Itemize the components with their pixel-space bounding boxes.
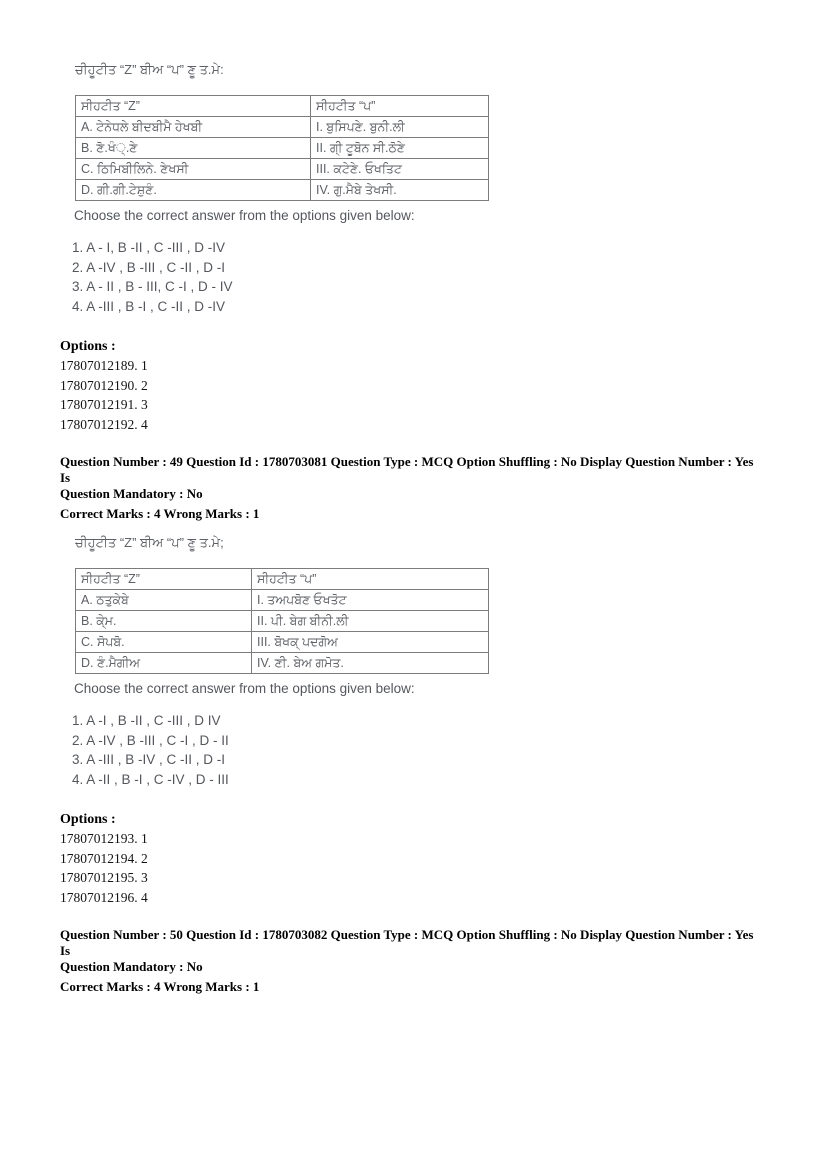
table-row — [76, 159, 489, 180]
row-b-right: II. ਗੀ੍ ਟੂਬੋਨ ਸੀ.ਠੋਣੇ — [311, 138, 489, 159]
answer-option-3: 3. A - II , B - III, C -I , D - IV — [72, 279, 233, 294]
options-label: Options : — [60, 339, 116, 354]
list-p-header: ਸੀਹਟੀਤ “ਪ” — [252, 569, 489, 590]
option-id-1: 17807012189. 1 — [60, 358, 148, 373]
answer-option-1: 1. A -I , B -II , C -III , D IV — [72, 713, 221, 728]
question-49-intro-text: ਚੀਹੂਟੀਤ “Z” ਬੀਅ “ਪ” ਣੂ ਤ.ਮੇ; — [75, 535, 224, 550]
question-48-options-block — [60, 338, 826, 434]
meta-line-2: Question Mandatory : No — [60, 486, 203, 501]
row-a-left: A. ਟੇਨੇਧਲੇ ਬੀਦਬੀਮੈ ਹੇਖਬੀ — [76, 117, 311, 138]
row-a-right: I. ਤਅਪਬੋਣ ਓਖਤੋਟ — [252, 590, 489, 611]
meta-line-1: Question Number : 49 Question Id : 1780703081 Question Type : MCQ Option Shuffling : No Display Question Number : Yes Is — [60, 454, 754, 485]
question-49-match-table — [75, 568, 489, 674]
question-49-choose-line: Choose the correct answer from the options given below: — [74, 681, 415, 696]
question-48-intro-text: ਚੀਹੂਟੀਤ “Z” ਬੀਅ “ਪ” ਣੂ ਤ.ਮੇ: — [75, 62, 224, 77]
table-row — [76, 653, 489, 674]
question-49-meta-header — [60, 454, 760, 502]
options-label: Options : — [60, 812, 116, 827]
meta-line-2: Question Mandatory : No — [60, 959, 203, 974]
question-49-marks: Correct Marks : 4 Wrong Marks : 1 — [60, 506, 260, 521]
answer-option-2: 2. A -IV , B -III , C -I , D - II — [72, 732, 229, 748]
question-50-metadata — [60, 927, 760, 995]
row-a-right: I. ਬੁਸਿਪਣੇ. ਬੁਨੀ.ਲੀ — [311, 117, 489, 138]
answer-option-2: 2. A -IV , B -III , C -II , D -I — [72, 259, 226, 275]
option-id-3: 17807012195. 3 — [60, 870, 148, 885]
row-d-right: IV. ਗੁ.ਮੈਬੇ ਤੇਖਸੀ. — [311, 180, 489, 201]
meta-line-1: Question Number : 50 Question Id : 1780703082 Question Type : MCQ Option Shuffling : No Display Question Number : Yes Is — [60, 927, 754, 958]
option-id-4: 17807012196. 4 — [60, 889, 148, 905]
row-d-left: D. ਗੀ.ਗੀ.ਟੇਸ਼ੁਣੰ. — [76, 180, 311, 201]
list-z-header: ਸੀਹਟੀਤ “Z” — [76, 569, 252, 590]
row-d-left: D. ਣੰ.ਮੈਗੀਅ — [76, 653, 252, 674]
table-row — [76, 611, 489, 632]
row-d-right: IV. ਣੀ. ਬੇਅ ਗਮੋਤ. — [252, 653, 489, 674]
table-header-row — [76, 569, 489, 590]
table-row — [76, 590, 489, 611]
option-id-2: 17807012190. 2 — [60, 377, 148, 393]
question-50-marks: Correct Marks : 4 Wrong Marks : 1 — [60, 979, 260, 994]
option-id-2: 17807012194. 2 — [60, 850, 148, 866]
row-c-right: III. ਕਟੇਣੇ. ਓਖਤਿਟ — [311, 159, 489, 180]
table-row — [76, 117, 489, 138]
option-id-3: 17807012191. 3 — [60, 397, 148, 412]
row-c-right: III. ਬੋਖਕ੍ ਪਦਗੋਅ — [252, 632, 489, 653]
answer-option-4: 4. A -III , B -I , C -II , D -IV — [72, 298, 226, 314]
table-row — [76, 180, 489, 201]
row-b-right: II. ਪੀ. ਬੇਗ ਬੀਨੀ.ਲੀ — [252, 611, 489, 632]
table-row — [76, 138, 489, 159]
answer-option-3: 3. A -III , B -IV , C -II , D -I — [72, 752, 226, 767]
table-header-row — [76, 96, 489, 117]
answer-option-1: 1. A - I, B -II , C -III , D -IV — [72, 240, 226, 255]
question-48-answers — [72, 238, 826, 316]
row-c-left: C. ਠਿਮਿਬੀਲਿਨੇ. ਣੇਖਸੀ — [76, 159, 311, 180]
question-49-metadata — [60, 454, 760, 522]
option-id-4: 17807012192. 4 — [60, 416, 148, 432]
question-49-answers — [72, 711, 826, 789]
option-id-1: 17807012193. 1 — [60, 831, 148, 846]
row-b-left: B. ਕੇ੍ਮ. — [76, 611, 252, 632]
question-50-meta-header — [60, 927, 760, 975]
row-b-left: B. ਣੋ.ਖੰ੍.ਣੇ — [76, 138, 311, 159]
question-49-options-block — [60, 811, 826, 907]
question-48-choose-line: Choose the correct answer from the options given below: — [74, 208, 415, 223]
question-48-match-table — [75, 95, 489, 201]
row-a-left: A. ਠਤੁਕੇਬੇ — [76, 590, 252, 611]
row-c-left: C. ਸੋਪਬੋ. — [76, 632, 252, 653]
list-z-header: ਸੀਹਟੀਤ “Z” — [76, 96, 311, 117]
table-row — [76, 632, 489, 653]
answer-option-4: 4. A -II , B -I , C -IV , D - III — [72, 771, 229, 787]
list-p-header: ਸੀਹਟੀਤ “ਪ” — [311, 96, 489, 117]
